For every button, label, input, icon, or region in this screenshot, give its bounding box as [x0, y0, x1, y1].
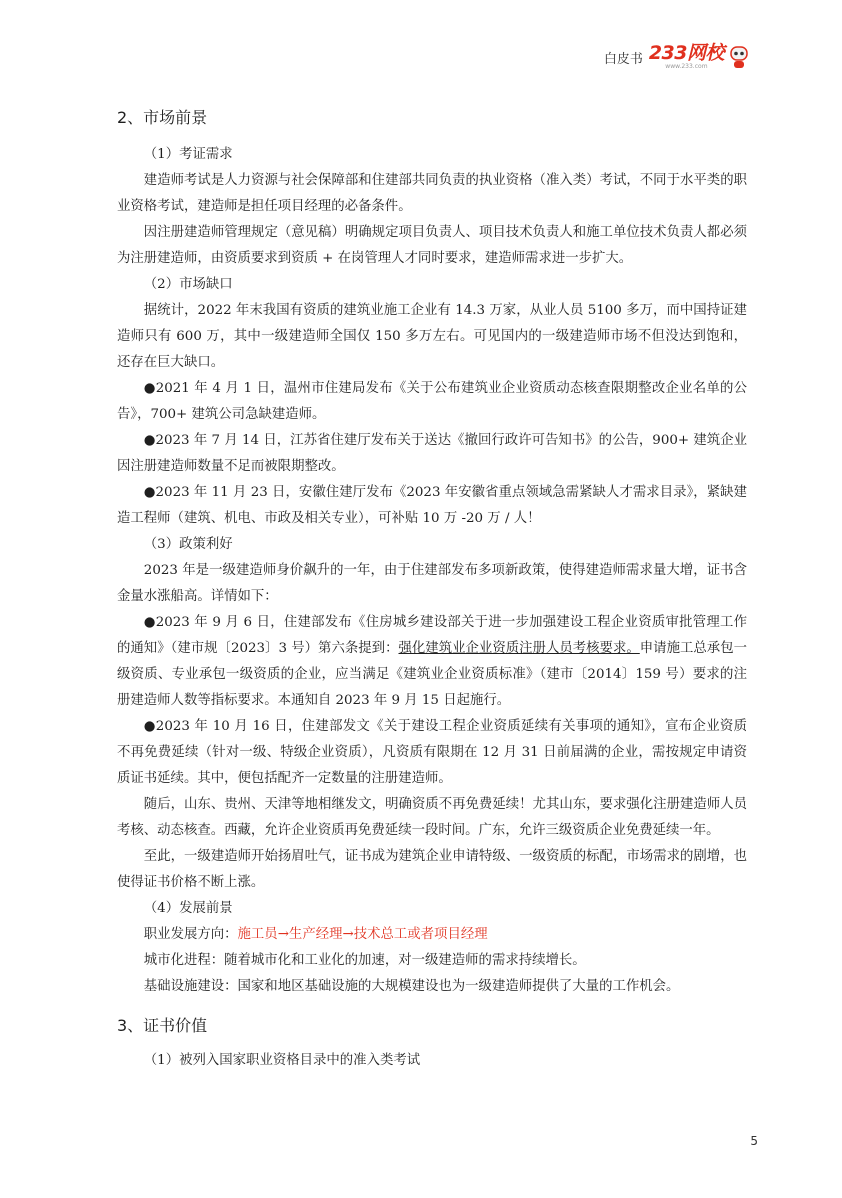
career-path-text: 施工员→生产经理→技术总工或者项目经理 [237, 927, 488, 942]
logo-url: www.233.com [665, 63, 708, 70]
subsection-heading: （2）市场缺口 [143, 277, 233, 292]
paragraph [117, 922, 747, 948]
paragraph: 2023 年是一级建造师身价飙升的一年，由于住建部发布多项新政策，使得建造师需求量大增，证书含金量水涨船高。详情如下： [117, 563, 747, 604]
paragraph: 至此，一级建造师开始扬眉吐气，证书成为建筑企业申请特级、一级资质的标配，市场需求的剧增，也使得证书价格不断上涨。 [117, 849, 747, 890]
bullet-paragraph: ●2023 年 11 月 23 日，安徽住建厅发布《2023 年安徽省重点领域急需紧缺人才需求目录》，紧缺建造工程师（建筑、机电、市政及相关专业），可补贴 10 万 -20 万 / 人！ [117, 485, 747, 526]
paragraph: 城市化进程：随着城市化和工业化的加速，对一级建造师的需求持续增长。 [143, 953, 586, 968]
paragraph: 随后，山东、贵州、天津等地相继发文，明确资质不再免费延续！尤其山东，要求强化注册建造师人员考核、动态核查。西藏，允许企业资质再免费延续一段时间。广东，允许三级资质企业免费延续一年。 [117, 797, 747, 838]
bullet-paragraph [117, 610, 747, 714]
subsection-heading: （1）考证需求 [143, 147, 233, 162]
paragraph: 基础设施建设：国家和地区基础设施的大规模建设也为一级建造师提供了大量的工作机会。 [143, 979, 680, 994]
text-span: ●2023 年 9 月 6 日，住建部发布《住房城乡建设部关于进一步加强建设工程企业资质审批管理工作的通知》（建市规〔2023〕3 号）第六条提到： [117, 615, 747, 656]
logo-text: 233网校 [648, 42, 724, 64]
section-title: 2、市场前景 [117, 108, 208, 127]
label-text: 职业发展方向： [143, 927, 238, 942]
paragraph: 据统计，2022 年末我国有资质的建筑业施工企业有 14.3 万家，从业人员 5100 多万，而中国持证建造师只有 600 万，其中一级建造师全国仅 150 多万左右。可见国内的一级建造师市场不但没达到饱和，还存在巨大缺口。 [117, 303, 747, 370]
brand-logo [649, 44, 724, 70]
paragraph: 建造师考试是人力资源与社会保障部和住建部共同负责的执业资格（准入类）考试，不同于水平类的职业资格考试，建造师是担任项目经理的必备条件。 [117, 173, 747, 214]
document-body [117, 104, 747, 1074]
subsection-heading: （3）政策利好 [143, 537, 233, 552]
paragraph: 因注册建造师管理规定（意见稿）明确规定项目负责人、项目技术负责人和施工单位技术负责人都必须为注册建造师，由资质要求到资质 + 在岗管理人才同时要求，建造师需求进一步扩大。 [117, 225, 747, 266]
publisher-label: 白皮书 [603, 51, 643, 67]
subsection-heading: （1）被列入国家职业资格目录中的准入类考试 [143, 1053, 421, 1068]
bullet-paragraph: ●2023 年 7 月 14 日，江苏省住建厅发布关于送达《撤回行政许可告知书》的公告，900+ 建筑企业因注册建造师数量不足而被限期整改。 [117, 433, 747, 474]
robot-mascot-icon [728, 44, 750, 70]
bullet-paragraph: ●2021 年 4 月 1 日，温州市住建局发布《关于公布建筑业企业资质动态核查限期整改企业名单的公告》，700+ 建筑公司急缺建造师。 [117, 381, 747, 422]
subsection-heading: （4）发展前景 [143, 901, 233, 916]
page-number: 5 [750, 1134, 758, 1148]
page-header [604, 44, 750, 70]
underlined-text: 强化建筑业企业资质注册人员考核要求。 [398, 641, 640, 656]
bullet-paragraph: ●2023 年 10 月 16 日，住建部发文《关于建设工程企业资质延续有关事项的通知》，宣布企业资质不再免费延续（针对一级、特级企业资质），凡资质有限期在 12 月 31 日前届满的企业，需按规定申请资质证书延续。其中，便包括配齐一定数量的注册建造师。 [117, 719, 747, 786]
text-span: 申请施工总承包一级资质、专业承包一级资质的企业，应当满足《建筑业企业资质标准》（建市〔2014〕159 号）要求的注册建造师人数等指标要求。本通知自 2023 年 9 月 15 日起施行。 [117, 641, 748, 708]
section-title: 3、证书价值 [117, 1016, 208, 1035]
